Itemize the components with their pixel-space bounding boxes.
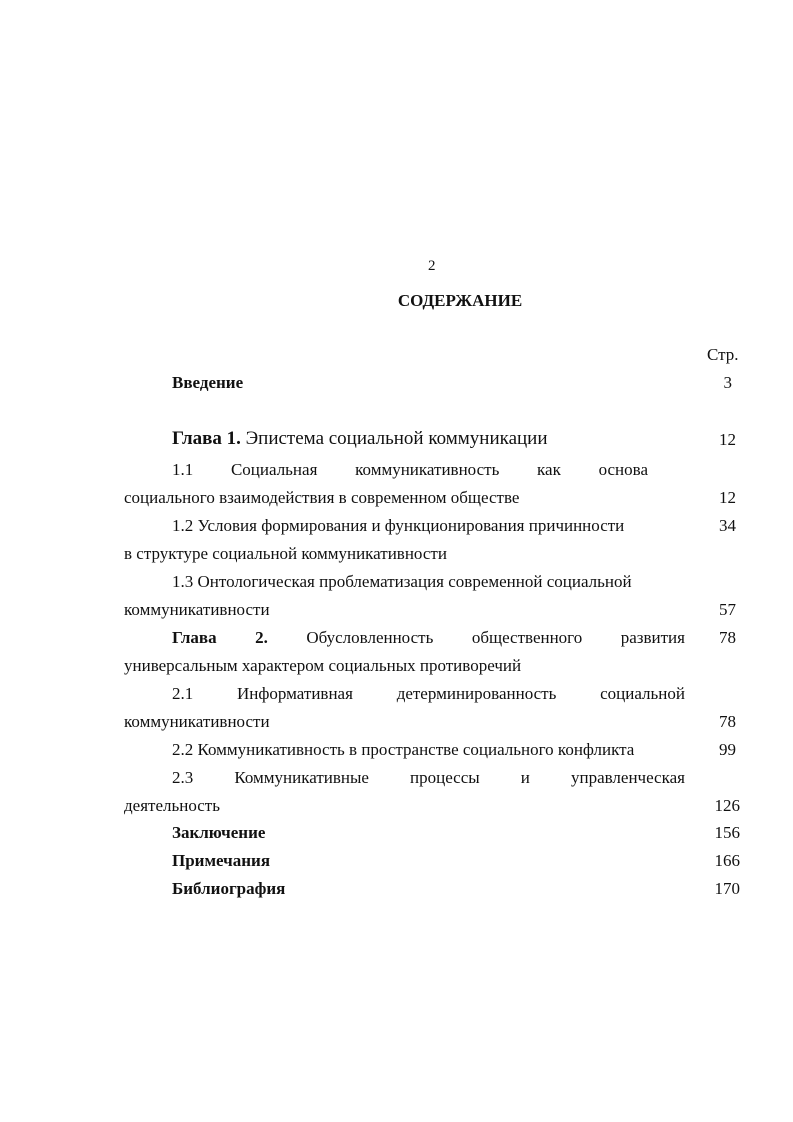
page-column-header: Стр. — [707, 345, 739, 364]
page-title: СОДЕРЖАНИЕ — [397, 291, 523, 310]
s11-word: Социальная — [230, 460, 318, 479]
toc-section-2-1-line2: коммуникативности — [124, 712, 270, 731]
toc-intro[interactable]: Введение — [172, 373, 244, 392]
toc-section-2-1[interactable] — [172, 684, 685, 704]
toc-section-1-3-line2: коммуникативности — [124, 600, 270, 619]
toc-section-1-2-page: 34 — [719, 516, 736, 535]
toc-chapter1[interactable] — [172, 428, 548, 450]
toc-notes-page: 166 — [714, 851, 740, 870]
toc-section-1-3[interactable]: 1.3 Онтологическая проблематизация современной социальной — [172, 572, 632, 591]
s21-word: детерминированность — [396, 684, 557, 703]
toc-conclusion[interactable]: Заключение — [172, 823, 266, 842]
ch2-word: развития — [620, 628, 685, 647]
s23-word: Коммуникативные — [234, 768, 369, 787]
toc-conclusion-page: 156 — [714, 823, 740, 842]
toc-section-2-2-page: 99 — [719, 740, 736, 759]
ch2-word: 2. — [255, 628, 268, 647]
toc-intro-page: 3 — [723, 373, 732, 392]
toc-bibliography-page: 170 — [714, 879, 740, 898]
s23-word: управленческая — [570, 768, 685, 787]
s11-word: основа — [598, 460, 648, 479]
s11-word: как — [537, 460, 561, 479]
ch2-word: общественного — [471, 628, 583, 647]
s11-word: коммуникативность — [355, 460, 500, 479]
s21-word: социальной — [600, 684, 685, 703]
toc-chapter1-page: 12 — [719, 430, 736, 449]
toc-notes[interactable]: Примечания — [172, 851, 271, 870]
ch2-word: Обусловленность — [306, 628, 434, 647]
s23-word: и — [520, 768, 530, 787]
toc-chapter2-line2: универсальным характером социальных противоречий — [124, 656, 522, 675]
toc-section-1-2-line2: в структуре социальной коммуникативности — [124, 544, 447, 563]
s11-word: 1.1 — [172, 460, 194, 479]
toc-section-1-1[interactable] — [172, 460, 648, 480]
toc-section-2-1-page: 78 — [719, 712, 736, 731]
chapter1-label: Глава 1. — [172, 428, 241, 449]
toc-chapter2-page: 78 — [719, 628, 736, 647]
toc-section-1-1-line2: социального взаимодействия в современном обществе — [124, 488, 520, 507]
ch2-word: Глава — [172, 628, 217, 647]
toc-section-2-2[interactable]: 2.2 Коммуникативность в пространстве социального конфликта — [172, 740, 635, 759]
toc-section-1-2[interactable]: 1.2 Условия формирования и функционирования причинности — [172, 516, 625, 535]
s21-word: Информативная — [237, 684, 353, 703]
toc-section-2-3-line2: деятельность — [124, 796, 220, 815]
toc-bibliography[interactable]: Библиография — [172, 879, 286, 898]
toc-section-1-3-page: 57 — [719, 600, 736, 619]
page-number: 2 — [428, 258, 436, 274]
chapter1-title: Эпистема социальной коммуникации — [245, 428, 548, 449]
s23-word: 2.3 — [172, 768, 194, 787]
toc-section-1-1-page: 12 — [719, 488, 736, 507]
s21-word: 2.1 — [172, 684, 194, 703]
s23-word: процессы — [410, 768, 480, 787]
toc-section-2-3-page: 126 — [714, 796, 740, 815]
toc-section-2-3[interactable] — [172, 768, 685, 788]
toc-chapter2[interactable] — [172, 628, 685, 648]
